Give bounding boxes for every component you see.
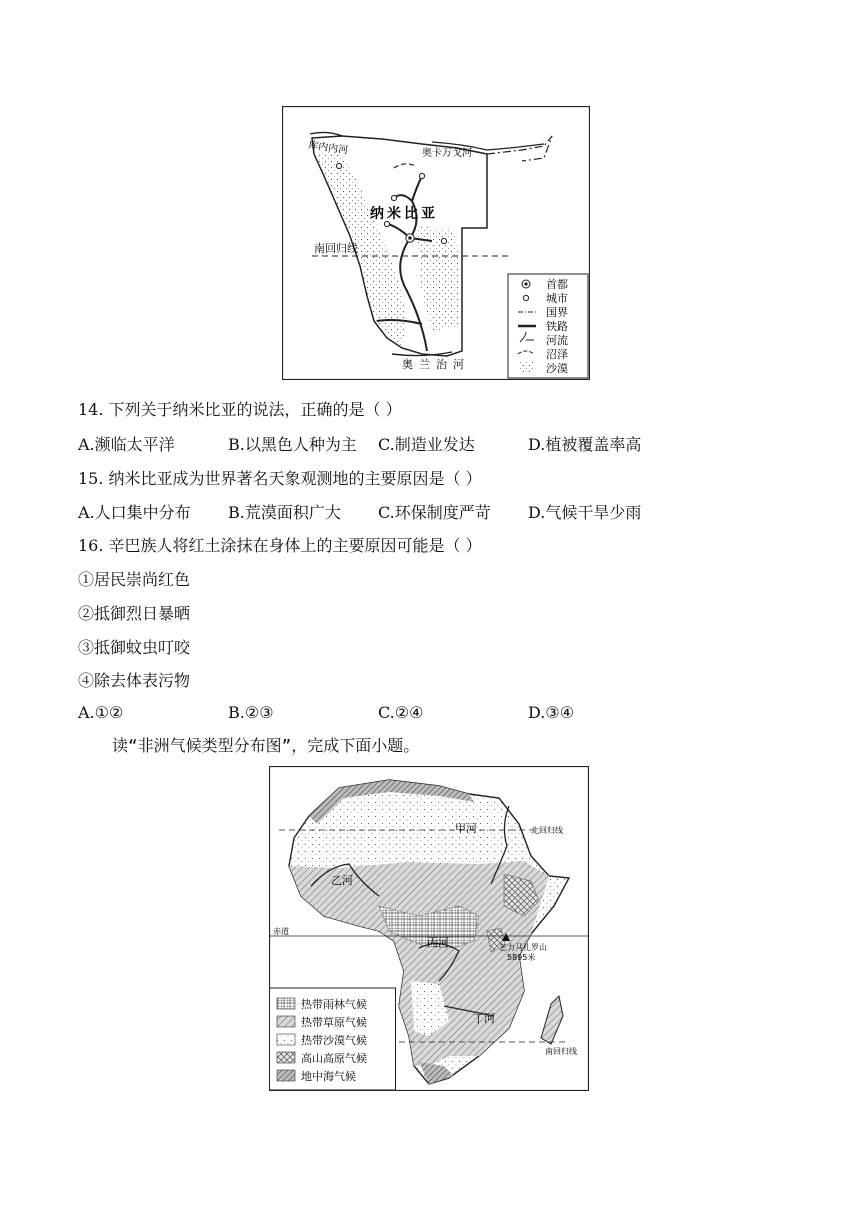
legend-river: 河流 xyxy=(546,334,568,347)
equator-label: 赤道 xyxy=(273,927,289,936)
q16-statement-1: ①居民崇尚红色 xyxy=(78,570,191,589)
river-south: 奥兰治河 xyxy=(402,358,470,371)
legend-desert-climate: 热带沙漠气候 xyxy=(301,1034,367,1047)
q16-option-b[interactable]: B.②③ xyxy=(228,703,274,722)
river-ding: 丁河 xyxy=(473,1012,495,1025)
country-label: 纳米比亚 xyxy=(370,206,438,222)
legend-capital: 首都 xyxy=(546,278,568,291)
instruction-text: 读“非洲气候类型分布图”，完成下面小题。 xyxy=(112,736,420,755)
legend-city: 城市 xyxy=(546,292,568,305)
north-tropic-label: 北回归线 xyxy=(531,826,563,835)
q15-option-b[interactable]: B.荒漠面积广大 xyxy=(228,503,341,522)
tropic-label: 南回归线 xyxy=(314,242,358,255)
river-jia: 甲河 xyxy=(455,822,477,835)
q14-stem: 14. 下列关于纳米比亚的说法，正确的是（ ） xyxy=(78,400,402,419)
legend-mediterranean: 地中海气候 xyxy=(301,1070,356,1083)
namibia-map xyxy=(282,106,590,380)
q16-option-a[interactable]: A.①② xyxy=(78,703,124,722)
legend-rainforest: 热带雨林气候 xyxy=(301,998,367,1011)
peak-name: 乞力马扎罗山 xyxy=(499,943,547,952)
legend-swamp: 沼泽 xyxy=(546,348,568,361)
river-north-west: 库内内河 xyxy=(307,140,349,157)
south-tropic-label: 南回归线 xyxy=(545,1047,577,1056)
q15-option-c[interactable]: C.环保制度严苛 xyxy=(378,503,491,522)
legend-savanna: 热带草原气候 xyxy=(301,1016,367,1029)
river-bing: 丙河 xyxy=(427,936,449,949)
q16-option-c[interactable]: C.②④ xyxy=(378,703,424,722)
legend-desert: 沙漠 xyxy=(546,362,568,375)
legend-border: 国界 xyxy=(546,306,568,319)
q16-option-d[interactable]: D.③④ xyxy=(528,703,575,722)
q15-stem: 15. 纳米比亚成为世界著名天象观测地的主要原因是（ ） xyxy=(78,469,482,488)
q15-option-a[interactable]: A.人口集中分布 xyxy=(78,503,191,522)
q14-option-b[interactable]: B.以黑色人种为主 xyxy=(228,435,357,454)
legend-railway: 铁路 xyxy=(546,320,568,333)
river-north-east: 奥卡万戈河 xyxy=(422,148,472,159)
q16-statement-2: ②抵御烈日暴晒 xyxy=(78,604,191,623)
q16-statement-4: ④除去体表污物 xyxy=(78,671,191,690)
q16-stem: 16. 辛巴族人将红土涂抹在身体上的主要原因可能是（ ） xyxy=(78,536,482,555)
q14-option-c[interactable]: C.制造业发达 xyxy=(378,435,475,454)
legend-highland: 高山高原气候 xyxy=(301,1052,367,1065)
q15-option-d[interactable]: D.气候干旱少雨 xyxy=(528,503,642,522)
peak-height: 5895米 xyxy=(507,953,536,962)
river-yi: 乙河 xyxy=(331,874,353,887)
q14-option-a[interactable]: A.濒临太平洋 xyxy=(78,435,175,454)
q14-option-d[interactable]: D.植被覆盖率高 xyxy=(528,435,642,454)
africa-climate-map xyxy=(269,766,589,1091)
q16-statement-3: ③抵御蚊虫叮咬 xyxy=(78,638,191,657)
